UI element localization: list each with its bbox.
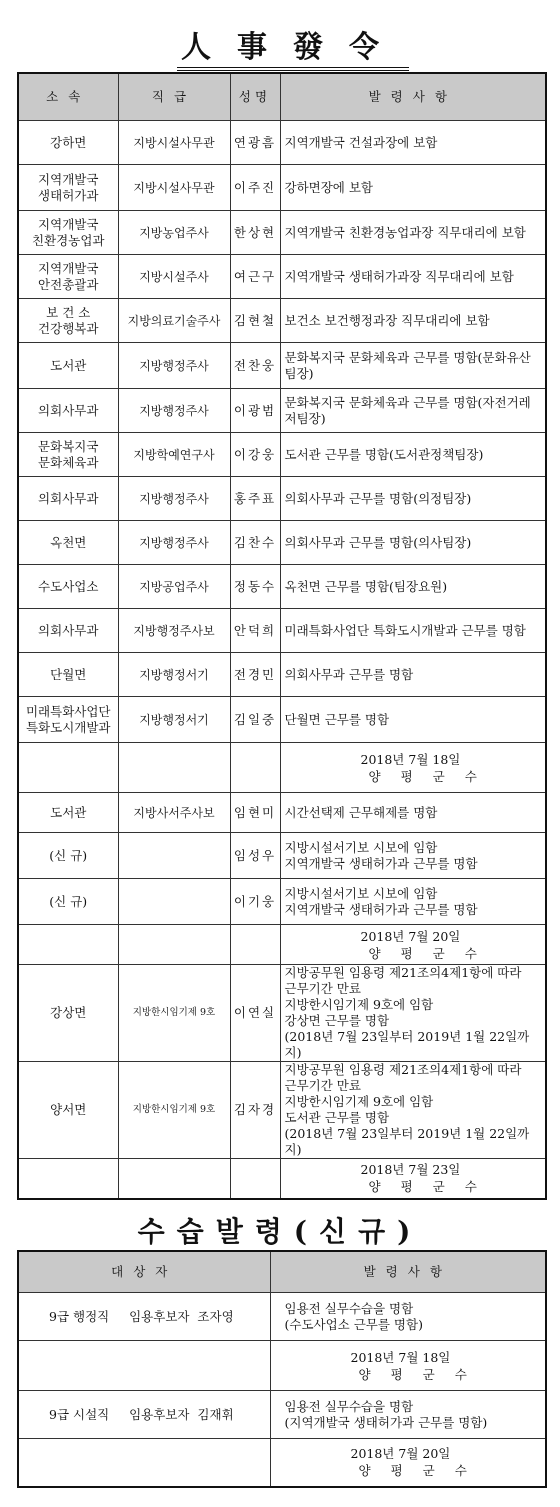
- issuer-name: 양평군수: [368, 945, 497, 961]
- rank-cell: 지방행정주사: [118, 521, 230, 565]
- table-row: [18, 1391, 546, 1439]
- detail-text: 도서관 근무를 명함(도서관정책팀장): [284, 446, 484, 462]
- detail-text: 근무기간 만료: [284, 1078, 361, 1093]
- org-text: (신 규): [49, 893, 88, 909]
- detail-text: 도서관 근무를 명함: [284, 1110, 390, 1125]
- header-name: 성명: [230, 73, 280, 121]
- rank-cell: 지방시설사무관: [118, 121, 230, 165]
- detail-text: (2018년 7월 23일부터 2019년 1월 22일까지): [284, 1029, 530, 1060]
- org-cell: [18, 343, 118, 389]
- org-cell: [18, 879, 118, 925]
- org-text: 의회사무과: [38, 490, 99, 506]
- org-cell: [18, 793, 118, 833]
- org-text: 안전총괄과: [38, 276, 99, 292]
- issuer-name: 양평군수: [368, 768, 497, 784]
- table-header: [18, 1251, 546, 1293]
- detail-text: 저팀장): [284, 410, 326, 426]
- org-text: 보 건 소: [46, 304, 91, 320]
- table-row: [18, 965, 546, 1062]
- detail-text: 지역개발국 생태허가과장 직무대리에 보함: [284, 268, 514, 284]
- issuer-name: 양평군수: [358, 1366, 487, 1382]
- detail-cell: [280, 879, 546, 925]
- org-text: 수도사업소: [38, 578, 99, 594]
- org-cell: [18, 165, 118, 211]
- table-row: [18, 389, 546, 433]
- org-text: 문화복지국: [38, 438, 99, 454]
- org-text: 단월면: [50, 666, 87, 682]
- detail-cell: [280, 565, 546, 609]
- date-row: [18, 1341, 546, 1391]
- empty-cell: [18, 925, 118, 965]
- name-cell: 안덕희: [230, 609, 280, 653]
- header-target: 대상자: [18, 1251, 270, 1293]
- name-cell: 전경민: [230, 653, 280, 697]
- empty-cell: [18, 1341, 270, 1391]
- rank-cell: 지방농업주사: [118, 211, 230, 255]
- rank-cell: 지방행정서기: [118, 653, 230, 697]
- org-cell: [18, 653, 118, 697]
- date-text: 2018년 7월 18일: [350, 1349, 451, 1365]
- name-cell: 홍주표: [230, 477, 280, 521]
- rank-cell: [118, 833, 230, 879]
- detail-cell: [280, 697, 546, 743]
- detail-text: 의회사무과 근무를 명함(의사팀장): [284, 534, 472, 550]
- issue-date: [270, 1341, 546, 1391]
- name-cell: 김찬수: [230, 521, 280, 565]
- detail-text: (수도사업소 근무를 명함): [284, 1316, 423, 1332]
- table-row: [18, 521, 546, 565]
- detail-cell: [280, 121, 546, 165]
- table-row: [18, 299, 546, 343]
- org-cell: [18, 833, 118, 879]
- name-cell: 이광범: [230, 389, 280, 433]
- org-text: 도서관: [50, 357, 87, 373]
- rank-cell: 지방시설주사: [118, 255, 230, 299]
- date-text: 2018년 7월 18일: [360, 751, 461, 767]
- page-title: 人事發令: [0, 22, 560, 66]
- detail-text: 강하면장에 보함: [284, 179, 373, 195]
- org-text: 의회사무과: [38, 402, 99, 418]
- detail-text: 임용전 실무수습을 명함: [284, 1300, 414, 1316]
- org-text: 옥천면: [50, 534, 87, 550]
- empty-cell: [118, 1159, 230, 1199]
- empty-cell: [230, 743, 280, 793]
- detail-text: 팀장): [284, 365, 314, 381]
- org-text: 양서면: [50, 1102, 87, 1117]
- name-cell: 이강웅: [230, 433, 280, 477]
- name-cell: 김현철: [230, 299, 280, 343]
- detail-text: 지역개발국 생태허가과 근무를 명함: [284, 901, 478, 917]
- detail-text: 문화복지국 문화체육과 근무를 명함(문화유산: [284, 349, 531, 365]
- org-text: (신 규): [49, 847, 88, 863]
- org-cell: [18, 521, 118, 565]
- detail-text: 지역개발국 생태허가과 근무를 명함: [284, 855, 478, 871]
- target-cell: 9급 행정직 임용후보자 조자영: [18, 1293, 270, 1341]
- detail-cell: [280, 343, 546, 389]
- name-cell: 김자경: [230, 1062, 280, 1159]
- detail-text: 보건소 보건행정과장 직무대리에 보함: [284, 312, 490, 328]
- detail-cell: [280, 165, 546, 211]
- detail-text: 시간선택제 근무해제를 명함: [284, 804, 438, 820]
- header-detail: 발령사항: [280, 73, 546, 121]
- org-text: 생태허가과: [38, 187, 99, 203]
- detail-text: 문화복지국 문화체육과 근무를 명함(자전거레: [284, 394, 531, 410]
- name-cell: 한상현: [230, 211, 280, 255]
- detail-text: 지방시설서기보 시보에 임함: [284, 885, 438, 901]
- org-cell: [18, 965, 118, 1062]
- rank-cell: 지방행정서기: [118, 697, 230, 743]
- table-row: [18, 477, 546, 521]
- name-cell: 이주진: [230, 165, 280, 211]
- detail-text: 근무기간 만료: [284, 981, 361, 996]
- org-cell: [18, 255, 118, 299]
- detail-text: 지역개발국 친환경농업과장 직무대리에 보함: [284, 224, 526, 240]
- org-text: 문화체육과: [38, 454, 99, 470]
- table-row: [18, 833, 546, 879]
- rank-cell: 지방한시임기제 9호: [118, 965, 230, 1062]
- org-cell: [18, 1062, 118, 1159]
- org-text: 강상면: [50, 1005, 87, 1020]
- name-cell: 이연실: [230, 965, 280, 1062]
- empty-cell: [18, 743, 118, 793]
- table-row: [18, 1062, 546, 1159]
- date-text: 2018년 7월 20일: [360, 928, 461, 944]
- rank-cell: 지방행정주사: [118, 389, 230, 433]
- org-text: 지역개발국: [38, 260, 99, 276]
- name-cell: 임성우: [230, 833, 280, 879]
- probation-table: [17, 1250, 547, 1488]
- empty-cell: [18, 1159, 118, 1199]
- date-text: 2018년 7월 23일: [360, 1162, 461, 1178]
- detail-text: 미래특화사업단 특화도시개발과 근무를 명함: [284, 622, 526, 638]
- empty-cell: [18, 1439, 270, 1487]
- name-cell: 이기웅: [230, 879, 280, 925]
- date-text: 2018년 7월 20일: [350, 1446, 451, 1462]
- name-cell: 전찬웅: [230, 343, 280, 389]
- org-cell: [18, 211, 118, 255]
- name-cell: 연광흠: [230, 121, 280, 165]
- org-cell: [18, 299, 118, 343]
- detail-cell: [270, 1293, 546, 1341]
- detail-text: 지방한시임기제 9호에 임함: [284, 997, 434, 1012]
- issue-date: [280, 1159, 546, 1199]
- date-row: [18, 1439, 546, 1487]
- org-cell: [18, 697, 118, 743]
- org-text: 미래특화사업단: [25, 703, 111, 719]
- header-detail: 발령사항: [270, 1251, 546, 1293]
- detail-cell: [280, 299, 546, 343]
- org-text: 지역개발국: [38, 171, 99, 187]
- detail-text: 옥천면 근무를 명함(팀장요원): [284, 578, 448, 594]
- org-cell: [18, 477, 118, 521]
- rank-cell: [118, 879, 230, 925]
- detail-text: (지역개발국 생태허가과 근무를 명함): [284, 1414, 488, 1430]
- detail-cell: [280, 521, 546, 565]
- table-row: [18, 793, 546, 833]
- name-cell: 김일중: [230, 697, 280, 743]
- empty-cell: [118, 925, 230, 965]
- empty-cell: [118, 743, 230, 793]
- rank-cell: 지방학예연구사: [118, 433, 230, 477]
- date-row: [18, 1159, 546, 1199]
- detail-cell: [280, 389, 546, 433]
- issue-date: [270, 1439, 546, 1487]
- org-text: 지역개발국: [38, 216, 99, 232]
- rank-cell: 지방행정주사: [118, 477, 230, 521]
- rank-cell: 지방시설사무관: [118, 165, 230, 211]
- name-cell: 임현미: [230, 793, 280, 833]
- table-row: [18, 879, 546, 925]
- org-cell: [18, 121, 118, 165]
- detail-cell: [280, 433, 546, 477]
- detail-text: 의회사무과 근무를 명함(의정팀장): [284, 490, 472, 506]
- detail-text: 강상면 근무를 명함: [284, 1013, 390, 1028]
- name-cell: 정동수: [230, 565, 280, 609]
- issuer-name: 양평군수: [368, 1179, 497, 1195]
- table-row: [18, 653, 546, 697]
- org-cell: [18, 609, 118, 653]
- org-text: 강하면: [50, 134, 87, 150]
- org-cell: [18, 433, 118, 477]
- header-rank: 직급: [118, 73, 230, 121]
- detail-text: 지방한시임기제 9호에 임함: [284, 1094, 434, 1109]
- table-row: [18, 121, 546, 165]
- date-row: [18, 925, 546, 965]
- issuer-name: 양평군수: [358, 1463, 487, 1479]
- rank-cell: 지방한시임기제 9호: [118, 1062, 230, 1159]
- detail-cell: [280, 793, 546, 833]
- empty-cell: [230, 925, 280, 965]
- detail-cell: [280, 653, 546, 697]
- rank-cell: 지방의료기술주사: [118, 299, 230, 343]
- rank-cell: 지방행정주사보: [118, 609, 230, 653]
- org-cell: [18, 389, 118, 433]
- table-row: [18, 1293, 546, 1341]
- header-org: 소속: [18, 73, 118, 121]
- section-title-probation: 수습발령(신규): [0, 1210, 560, 1250]
- detail-text: 의회사무과 근무를 명함: [284, 666, 414, 682]
- name-cell: 여근구: [230, 255, 280, 299]
- detail-cell: [280, 477, 546, 521]
- table-row: [18, 255, 546, 299]
- issue-date: [280, 743, 546, 793]
- detail-text: (2018년 7월 23일부터 2019년 1월 22일까지): [284, 1126, 530, 1157]
- detail-cell: [280, 965, 546, 1062]
- detail-cell: [280, 609, 546, 653]
- empty-cell: [230, 1159, 280, 1199]
- table-row: [18, 565, 546, 609]
- appointment-table: [17, 72, 547, 1200]
- detail-cell: [280, 1062, 546, 1159]
- table-row: [18, 609, 546, 653]
- table-row: [18, 433, 546, 477]
- issue-date: [280, 925, 546, 965]
- table-row: [18, 165, 546, 211]
- detail-text: 지방공무원 임용령 제21조의4제1항에 따라: [284, 1062, 522, 1077]
- rank-cell: 지방사서주사보: [118, 793, 230, 833]
- rank-cell: 지방행정주사: [118, 343, 230, 389]
- detail-text: 임용전 실무수습을 명함: [284, 1398, 414, 1414]
- table-header: [18, 73, 546, 121]
- detail-text: 지역개발국 건설과장에 보함: [284, 134, 438, 150]
- detail-cell: [270, 1391, 546, 1439]
- org-text: 도서관: [50, 804, 87, 820]
- org-text: 친환경농업과: [32, 232, 105, 248]
- org-text: 건강행복과: [38, 320, 99, 336]
- detail-text: 지방공무원 임용령 제21조의4제1항에 따라: [284, 965, 522, 980]
- target-cell: 9급 시설직 임용후보자 김재휘: [18, 1391, 270, 1439]
- org-cell: [18, 565, 118, 609]
- date-row: [18, 743, 546, 793]
- detail-cell: [280, 211, 546, 255]
- rank-cell: 지방공업주사: [118, 565, 230, 609]
- detail-cell: [280, 255, 546, 299]
- table-row: [18, 697, 546, 743]
- detail-text: 단월면 근무를 명함: [284, 711, 390, 727]
- detail-text: 지방시설서기보 시보에 임함: [284, 839, 438, 855]
- org-text: 특화도시개발과: [25, 719, 111, 735]
- org-text: 의회사무과: [38, 622, 99, 638]
- detail-cell: [280, 833, 546, 879]
- table-row: [18, 211, 546, 255]
- table-row: [18, 343, 546, 389]
